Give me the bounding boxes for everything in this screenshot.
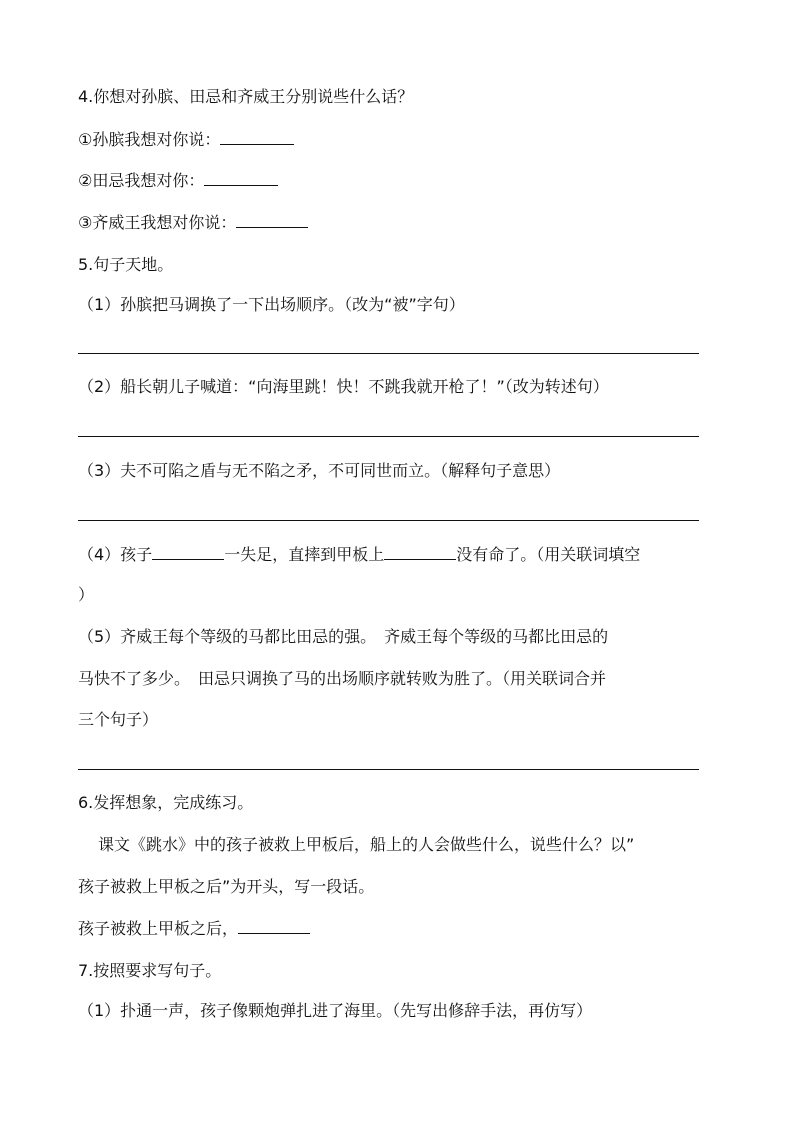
q4-item-2-label: ②田忌我想对你： bbox=[78, 171, 205, 190]
q6-answer-start: 孩子被救上甲板之后， bbox=[78, 919, 239, 938]
q5-s4-part3: 没有命了。（用关联词填空 bbox=[456, 545, 641, 564]
q4-title: 4.你想对孙膑、田忌和齐威王分别说些什么话？ bbox=[78, 87, 414, 106]
q6-prompt-line-1: 课文《跳水》中的孩子被救上甲板后，船上的人会做些什么，说些什么？以” bbox=[98, 835, 635, 854]
q4-item-2 bbox=[78, 170, 278, 192]
q4-item-1-label: ①孙膑我想对你说： bbox=[78, 130, 221, 149]
q5-sentence-4 bbox=[78, 544, 640, 566]
q5-sentence-2: （2）船长朝儿子喊道：“向海里跳！快！不跳我就开枪了！”（改为转述句） bbox=[78, 377, 609, 396]
answer-blank[interactable] bbox=[220, 130, 294, 145]
q5-s4-part2: 一失足，直摔到甲板上 bbox=[224, 545, 385, 564]
q4-item-3 bbox=[78, 212, 308, 234]
q5-sentence-5-line-2: 马快不了多少。 田忌只调换了马的出场顺序就转败为胜了。（用关联词合并 bbox=[78, 669, 607, 688]
answer-blank[interactable] bbox=[152, 545, 224, 560]
q6-title: 6.发挥想象，完成练习。 bbox=[78, 793, 254, 812]
answer-blank[interactable] bbox=[384, 545, 456, 560]
q5-sentence-1: （1）孙膑把马调换了一下出场顺序。（改为“被”字句） bbox=[78, 295, 465, 314]
answer-line[interactable] bbox=[78, 436, 699, 437]
answer-blank[interactable] bbox=[238, 919, 310, 934]
q6-prompt-line-2: 孩子被救上甲板之后”为开头，写一段话。 bbox=[78, 877, 375, 896]
answer-line[interactable] bbox=[78, 353, 699, 354]
q4-item-1 bbox=[78, 129, 294, 151]
q7-title: 7.按照要求写句子。 bbox=[78, 961, 222, 980]
q6-answer bbox=[78, 918, 310, 940]
q5-title: 5.句子天地。 bbox=[78, 255, 174, 274]
q5-sentence-5-line-3: 三个句子） bbox=[78, 710, 159, 729]
q5-s4-part4: ） bbox=[78, 585, 95, 604]
q4-item-3-label: ③齐威王我想对你说： bbox=[78, 213, 237, 232]
answer-blank[interactable] bbox=[236, 213, 308, 228]
answer-line[interactable] bbox=[78, 520, 699, 521]
q5-sentence-3: （3）夫不可陷之盾与无不陷之矛，不可同世而立。（解释句子意思） bbox=[78, 461, 561, 480]
q5-sentence-5-line-1: （5）齐威王每个等级的马都比田忌的强。 齐威王每个等级的马都比田忌的 bbox=[78, 627, 609, 646]
answer-line[interactable] bbox=[78, 769, 699, 770]
answer-blank[interactable] bbox=[204, 171, 278, 186]
q7-sentence-1: （1）扑通一声，孩子像颗炮弹扎进了海里。（先写出修辞手法，再仿写） bbox=[78, 1001, 593, 1020]
q5-s4-part1: （4）孩子 bbox=[78, 545, 153, 564]
